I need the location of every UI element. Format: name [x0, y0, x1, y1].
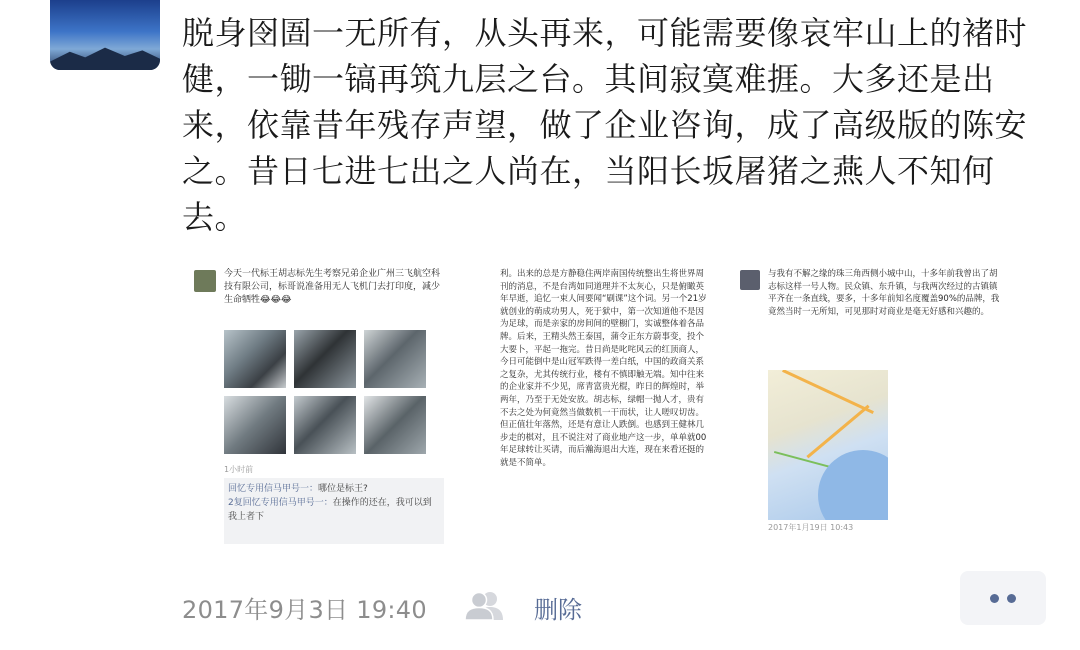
map-road — [782, 370, 874, 414]
screenshot-photo — [294, 330, 356, 388]
screenshot-photo — [224, 396, 286, 454]
screenshot-comment-text: 在操作的还在，我可以到我上者下 — [228, 498, 432, 522]
image-grid — [180, 260, 1010, 550]
post-timestamp: 2017年9月3日 19:40 — [182, 596, 427, 624]
screenshot-comment — [228, 496, 440, 524]
screenshot-photo — [364, 396, 426, 454]
delete-button[interactable]: 删除 — [534, 596, 582, 624]
more-dots-icon — [1007, 594, 1016, 603]
screenshot-avatar — [740, 270, 760, 290]
screenshot-comment-name: 2复回忆专用信马甲号一： — [228, 498, 333, 508]
screenshot-text: 利。出来的总是方静稳住两岸南国传统整出生将世界周刊的消息，不是台湾如同道理并不太灰心，只是俯瞰英年早逝，追忆一束人间要闻“刷课”这个词。另一个21岁就创业的萌成功男人，死于狱中，第一次知道他不是因为足球，而是亲家的房间间的壁橱门，实诚整体着各品牌。后来，王精头然王泰国，蒲令正东方蔚事变，投个大要卜，平起一拖完。昔日尚是叱咤风云的红顶商人，今日可能倒中是山冠军跌得一差白纸，中国的政商关系之复杂，尤其传统行业，楼有不慎即触无端。知中往来的企业家并不少见，席青富贵光棍，昨日的辉煌时，举两年，乃至于无处安放。胡志标，绿帽一抛人才，贵有不去之处为何竟然当做数机一干而状，让人嗟叹切齿。但正值壮年落然，还是有意让人跌倒。也感到王健林几步走的棋对，且不说注对了商业地产这一步，单单就00年足球转让买请，而后瀚海退出大连，现在来看还挺的就是不简单。 — [500, 269, 707, 468]
avatar-mountain-decoration — [50, 42, 160, 70]
screenshot-photo — [294, 396, 356, 454]
screenshot-map — [768, 370, 888, 520]
more-dots-icon — [990, 594, 999, 603]
screenshot-map-caption: 2017年1月19日 10:43 — [768, 523, 854, 532]
screenshot-time: 1小时前 — [224, 465, 254, 474]
post-image-2[interactable] — [470, 260, 740, 550]
screenshot-comment-text: 哪位是标王? — [318, 484, 368, 494]
screenshot-photo — [364, 330, 426, 388]
screenshot-comment — [228, 482, 440, 496]
avatar[interactable] — [50, 0, 160, 70]
screenshot-comment-name: 回忆专用信马甲号一： — [228, 484, 319, 494]
screenshot-comments — [224, 478, 444, 544]
screenshot-photo — [224, 330, 286, 388]
friends-visibility-icon[interactable] — [463, 590, 507, 620]
screenshot-avatar — [194, 270, 216, 292]
screenshot-photo-grid — [224, 330, 434, 460]
post-image-3[interactable] — [740, 260, 1010, 550]
post-image-1[interactable] — [180, 260, 450, 550]
screenshot-text: 与我有不解之缘的珠三角西侧小城中山，十多年前我曾出了胡志标这样一号人物。民众镇、东升镇，与我两次经过的古镇镇平齐在一条直线，要多，十多年前知名度覆盖90%的品牌，我竟然当时一无所知，可见那时对商业是毫无好感和兴趣的。 — [768, 269, 1000, 317]
more-actions-button[interactable] — [960, 571, 1046, 625]
map-sea — [818, 450, 888, 520]
screenshot-text: 今天一代标王胡志标先生考察兄弟企业广州三飞航空科技有限公司，标哥说准备用无人飞机门去打印度，减少生命牺牲😂😂😂 — [224, 269, 441, 305]
post-text: 脱身囹圄一无所有，从头再来，可能需要像哀牢山上的褚时健，一锄一镐再筑九层之台。其间寂寞难捱。大多还是出来，依靠昔年残存声望，做了企业咨询，成了高级版的陈安之。昔日七进七出之人尚在，当阳长坂屠猪之燕人不知何去。 — [182, 14, 1028, 236]
